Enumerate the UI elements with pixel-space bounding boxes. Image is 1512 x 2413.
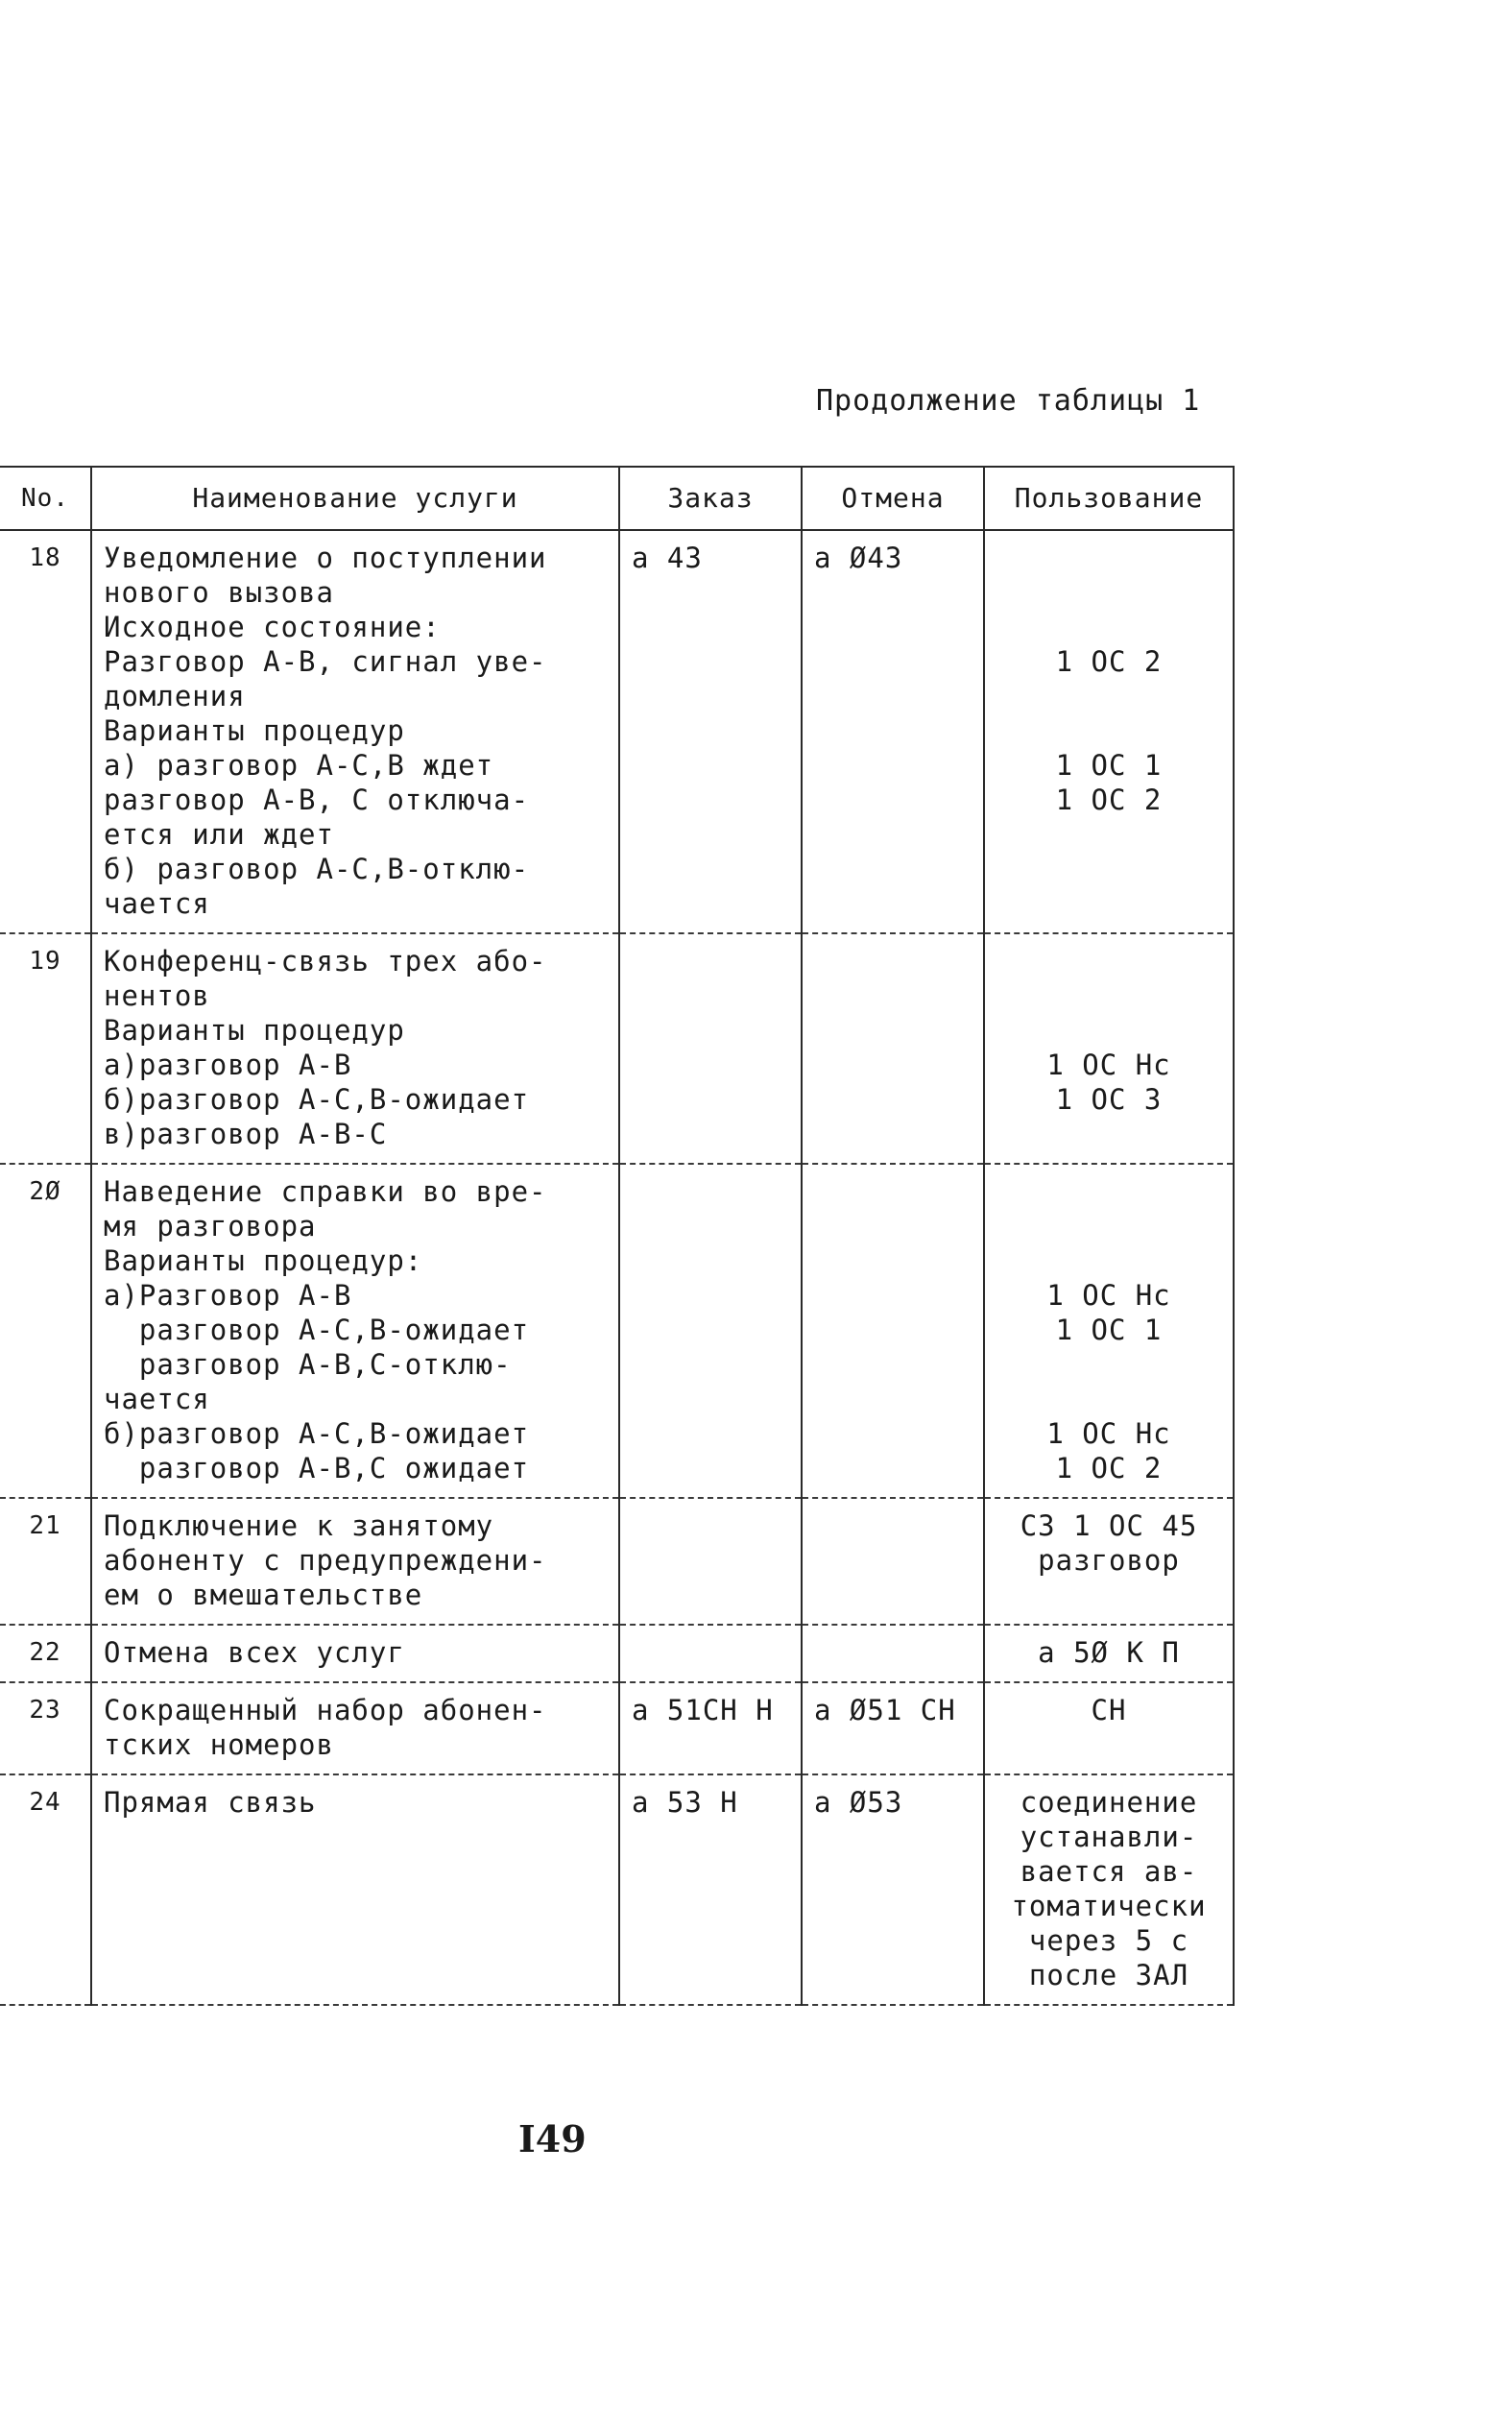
cancel-code-cell: а Ø43 <box>802 530 984 933</box>
service-name-cell <box>91 933 619 1164</box>
row-number: 24 <box>0 1774 91 2005</box>
service-name-line: разговор А-В,С-отклю- <box>104 1348 512 1381</box>
use-code-line: 1 ОС 3 <box>1055 1083 1163 1116</box>
service-name-line: ем о вмешательстве <box>104 1579 423 1611</box>
service-name-line: Наведение справки во вре- <box>104 1175 547 1208</box>
use-code-cell <box>984 1625 1234 1682</box>
service-name-line: нентов <box>104 979 210 1012</box>
service-name-cell <box>91 1164 619 1498</box>
use-blank-line <box>996 1209 1221 1243</box>
service-name-line: чается <box>104 1383 210 1415</box>
use-code-line: разговор <box>1038 1544 1180 1577</box>
service-name-line: Сокращенный набор абонен- <box>104 1694 547 1726</box>
service-name-line: а)Разговор А-В <box>104 1279 352 1312</box>
order-code-cell <box>619 933 802 1164</box>
table-row <box>0 1498 1234 1625</box>
service-name-line: нового вызова <box>104 576 334 609</box>
service-name-line: б)разговор А-С,В-ожидает <box>104 1417 530 1450</box>
table-header-row <box>0 467 1234 530</box>
table-row <box>0 933 1234 1164</box>
cancel-code-cell <box>802 933 984 1164</box>
use-blank-line <box>996 978 1221 1013</box>
table-row <box>0 1774 1234 2005</box>
service-name-line: Варианты процедур <box>104 1014 405 1047</box>
order-code-cell: а 51СН Н <box>619 1682 802 1774</box>
service-name-line: Подключение к занятому <box>104 1509 494 1542</box>
use-blank-line <box>996 713 1221 748</box>
service-name-line: Разговор А-В, сигнал уве- <box>104 645 547 678</box>
service-name-cell <box>91 1774 619 2005</box>
use-blank-line <box>996 1174 1221 1209</box>
use-blank-line <box>996 575 1221 610</box>
row-number: 21 <box>0 1498 91 1625</box>
use-code-cell <box>984 933 1234 1164</box>
use-code-line: 1 ОС 2 <box>1055 1452 1163 1484</box>
order-code-cell <box>619 1498 802 1625</box>
use-code-line: 1 ОС 2 <box>1055 645 1163 678</box>
service-name-line: в)разговор А-В-С <box>104 1118 388 1150</box>
table-row <box>0 1164 1234 1498</box>
service-name-line: Отмена всех услуг <box>104 1636 405 1669</box>
order-code-cell: а 43 <box>619 530 802 933</box>
use-code-line: вается ав- <box>1020 1855 1198 1888</box>
table-row <box>0 1625 1234 1682</box>
service-name-line: домления <box>104 680 246 712</box>
service-name-line: чается <box>104 887 210 920</box>
service-name-cell <box>91 530 619 933</box>
row-number: 22 <box>0 1625 91 1682</box>
cancel-code-cell <box>802 1625 984 1682</box>
use-code-line: СН <box>1091 1694 1127 1726</box>
service-name-line: Варианты процедур: <box>104 1244 423 1277</box>
use-code-line: соединение <box>1020 1786 1198 1819</box>
row-number: 18 <box>0 530 91 933</box>
row-number: 2Ø <box>0 1164 91 1498</box>
use-code-line: СЗ 1 ОС 45 <box>1020 1509 1198 1542</box>
use-code-cell <box>984 530 1234 933</box>
use-blank-line <box>996 610 1221 644</box>
use-code-cell <box>984 1164 1234 1498</box>
use-code-cell <box>984 1774 1234 2005</box>
use-code-line: томатически <box>1011 1890 1207 1922</box>
table-body <box>0 530 1234 2005</box>
order-code-cell <box>619 1164 802 1498</box>
use-code-cell <box>984 1682 1234 1774</box>
service-name-line: разговор А-В,С ожидает <box>104 1452 530 1484</box>
table-continuation-caption: Продолжение таблицы 1 <box>816 384 1201 418</box>
use-code-cell <box>984 1498 1234 1625</box>
use-code-line: 1 ОС 1 <box>1055 749 1163 782</box>
row-number: 23 <box>0 1682 91 1774</box>
cancel-code-cell <box>802 1498 984 1625</box>
service-name-line: Уведомление о поступлении <box>104 542 547 574</box>
use-blank-line <box>996 1013 1221 1048</box>
use-blank-line <box>996 1382 1221 1416</box>
use-code-line: устанавли- <box>1020 1821 1198 1853</box>
use-code-line: 1 ОС Нс <box>1046 1279 1171 1312</box>
use-blank-line <box>996 679 1221 713</box>
use-blank-line <box>996 541 1221 575</box>
use-code-line: 1 ОС 2 <box>1055 784 1163 816</box>
use-code-line: через 5 с <box>1028 1924 1189 1957</box>
services-table <box>0 466 1235 2006</box>
row-number: 19 <box>0 933 91 1164</box>
use-code-line: 1 ОС Нс <box>1046 1049 1171 1081</box>
header-use: Пользование <box>984 467 1234 530</box>
service-name-line: Исходное состояние: <box>104 611 441 643</box>
header-no: No. <box>0 467 91 530</box>
use-code-line: 1 ОС 1 <box>1055 1314 1163 1346</box>
use-blank-line <box>996 944 1221 978</box>
service-name-line: ется или ждет <box>104 818 334 851</box>
table-row <box>0 1682 1234 1774</box>
service-name-cell <box>91 1625 619 1682</box>
service-name-line: б) разговор А-С,В-отклю- <box>104 853 530 885</box>
header-order: Заказ <box>619 467 802 530</box>
service-name-line: а)разговор А-В <box>104 1049 352 1081</box>
service-name-line: разговор А-В, С отключа- <box>104 784 530 816</box>
order-code-cell: а 53 Н <box>619 1774 802 2005</box>
use-code-line: 1 ОС Нс <box>1046 1417 1171 1450</box>
use-blank-line <box>996 1243 1221 1278</box>
header-cancel: Отмена <box>802 467 984 530</box>
use-code-line: после ЗАЛ <box>1028 1959 1189 1991</box>
service-name-line: мя разговора <box>104 1210 317 1243</box>
service-name-cell <box>91 1498 619 1625</box>
service-name-line: тских номеров <box>104 1728 334 1761</box>
cancel-code-cell: а Ø53 <box>802 1774 984 2005</box>
service-name-line: Прямая связь <box>104 1786 317 1819</box>
cancel-code-cell <box>802 1164 984 1498</box>
service-name-line: абоненту с предупреждени- <box>104 1544 547 1577</box>
cancel-code-cell: а Ø51 СН <box>802 1682 984 1774</box>
service-name-line: Конференц-связь трех або- <box>104 945 547 977</box>
service-name-line: а) разговор А-С,В ждет <box>104 749 494 782</box>
service-name-line: б)разговор А-С,В-ожидает <box>104 1083 530 1116</box>
header-service-name: Наименование услуги <box>91 467 619 530</box>
service-name-cell <box>91 1682 619 1774</box>
use-blank-line <box>996 1347 1221 1382</box>
service-name-line: разговор А-С,В-ожидает <box>104 1314 530 1346</box>
order-code-cell <box>619 1625 802 1682</box>
page-number: I49 <box>518 2117 587 2160</box>
use-code-line: а 5Ø К П <box>1038 1636 1180 1669</box>
table-row <box>0 530 1234 933</box>
service-name-line: Варианты процедур <box>104 714 405 747</box>
